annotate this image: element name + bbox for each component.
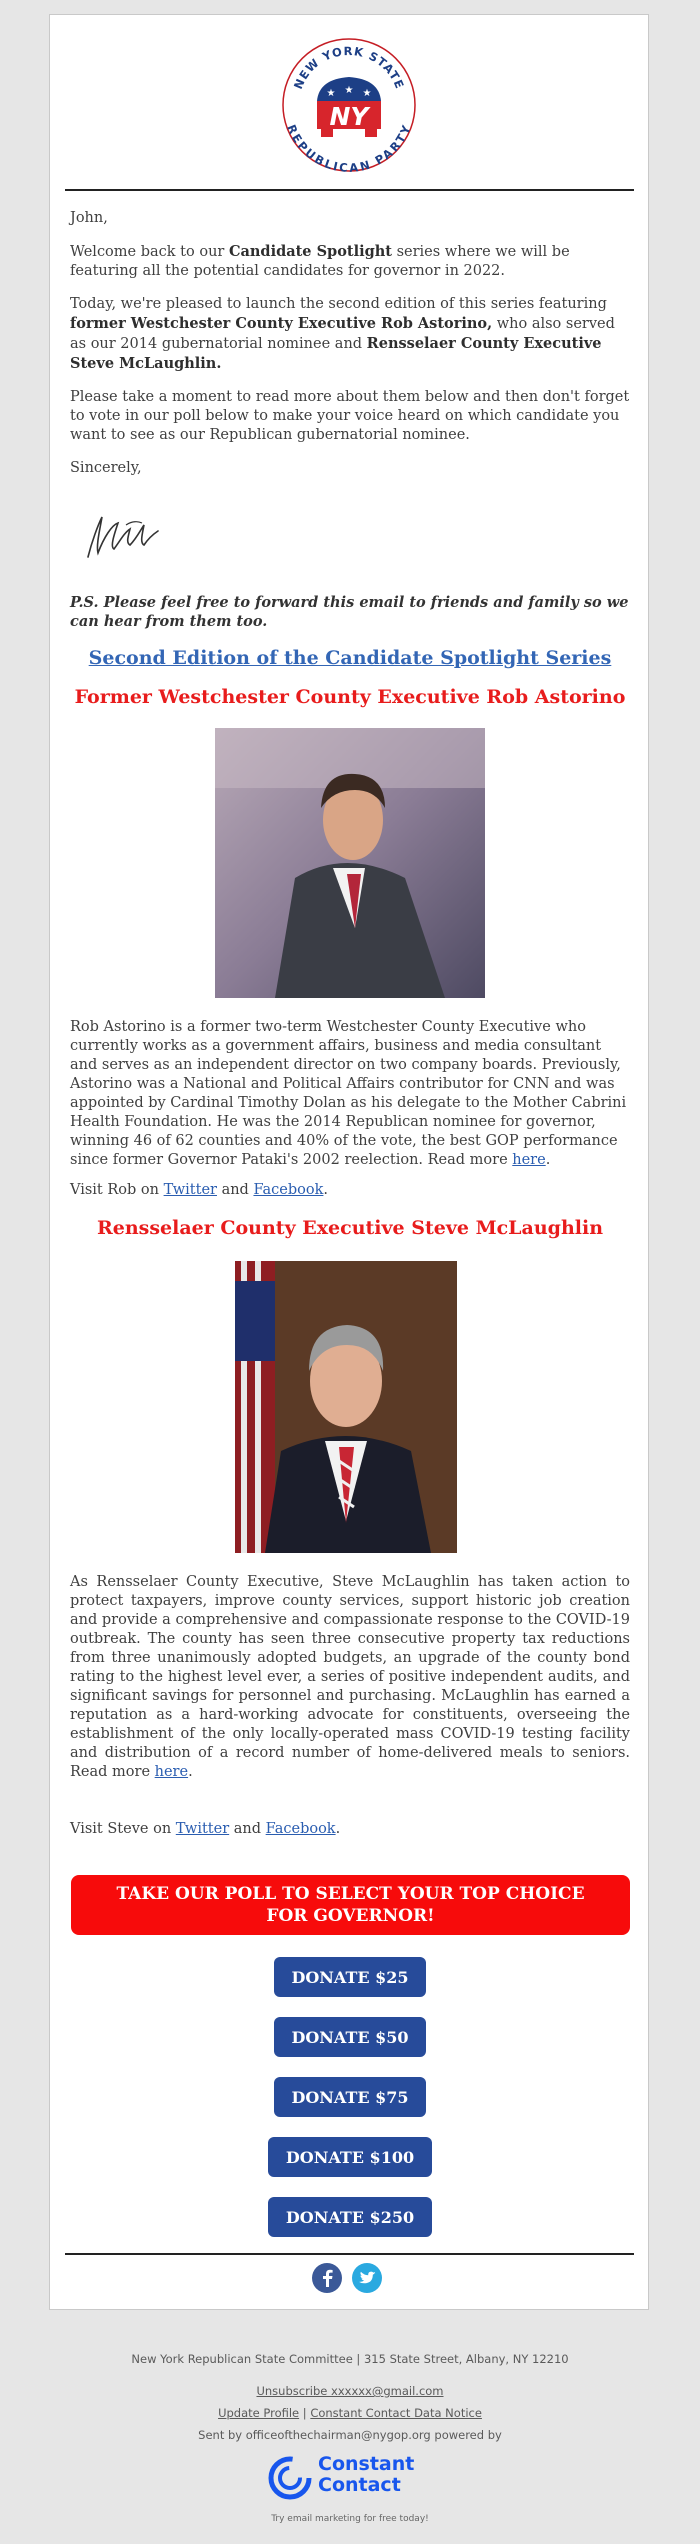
closing: Sincerely, bbox=[70, 460, 142, 476]
series-link[interactable]: Second Edition of the Candidate Spotlight Series bbox=[88, 647, 612, 669]
logo-bottom-text: REPUBLICAN PARTY bbox=[284, 122, 414, 175]
intro-body bbox=[70, 209, 630, 492]
svg-text:★: ★ bbox=[344, 85, 354, 96]
candidate2-twitter-link[interactable]: Twitter bbox=[175, 1821, 230, 1837]
unsubscribe-link[interactable]: Unsubscribe xxxxxx@gmail.com bbox=[256, 2384, 444, 2398]
candidate1-bio: Rob Astorino is a former two-term Westchester County Executive who currently works as a government affairs, business and media consultant and serves as an independent director on two company boards. Previously, Astorino was a National and Political Affairs contributor for CNN and was appointed by Cardinal Timothy Dolan as his delegate to the Mother Cabrini Health Foundation. He was the 2014 Republican nominee for governor, winning 46 of 62 counties and 40% of the vote, the best GOP performance since former Governor Pataki's 2002 reelection. Read more here. bbox=[70, 1019, 627, 1168]
svg-text:★: ★ bbox=[326, 88, 336, 99]
twitter-icon[interactable] bbox=[352, 2263, 382, 2293]
candidate1-read-more-link[interactable]: here bbox=[512, 1152, 546, 1168]
greeting: John, bbox=[70, 210, 108, 226]
header-divider bbox=[65, 189, 634, 191]
donate-250-button[interactable]: DONATE $250 bbox=[268, 2197, 432, 2237]
intro-paragraph-2: Today, we're pleased to launch the second edition of this series featuring former Westchester County Executive Rob Astorino, who also served as our 2014 gubernatorial nominee and Rensselaer County Executive Steve McLaughlin. bbox=[70, 296, 615, 372]
candidate2-social-line: Visit Steve on Twitter and Facebook. bbox=[70, 1821, 341, 1837]
poll-button[interactable]: TAKE OUR POLL TO SELECT YOUR TOP CHOICE FOR GOVERNOR! bbox=[71, 1875, 630, 1935]
constant-contact-logo[interactable] bbox=[268, 2454, 438, 2512]
candidate1-social-line: Visit Rob on Twitter and Facebook. bbox=[70, 1182, 329, 1198]
nygop-logo bbox=[279, 35, 419, 175]
email-card bbox=[49, 14, 649, 2310]
footer-unsubscribe bbox=[0, 2384, 700, 2398]
candidate1-facebook-link[interactable]: Facebook bbox=[253, 1182, 324, 1198]
footer-address: New York Republican State Committee | 315 State Street, Albany, NY 12210 bbox=[131, 2352, 569, 2366]
candidate2-title: Rensselaer County Executive Steve McLaughlin bbox=[96, 1217, 604, 1239]
facebook-icon[interactable] bbox=[312, 2263, 342, 2293]
logo-initials: NY bbox=[329, 102, 369, 131]
cc-word-1: Constant bbox=[318, 2453, 415, 2475]
cc-word-2: Contact bbox=[318, 2474, 401, 2496]
intro-paragraph-1: Welcome back to our Candidate Spotlight series where we will be featuring all the potential candidates for governor in 2022. bbox=[70, 243, 570, 279]
candidate1-title: Former Westchester County Executive Rob Astorino bbox=[74, 686, 626, 708]
cc-tagline: Try email marketing for free today! bbox=[271, 2514, 429, 2524]
candidate1-twitter-link[interactable]: Twitter bbox=[163, 1182, 217, 1198]
candidate2-bio: As Rensselaer County Executive, Steve McLaughlin has taken action to protect taxpayers, improve county services, support historic job creation and provide a comprehensive and compassionate response to the COVID-19 outbreak. The county has seen three consecutive property tax reductions from three unanimously adopted budgets, an upgrade of the county bond rating to the highest level ever, a series of positive independent audits, and significant savings for personnel and purchasing. McLaughlin has earned a reputation as a hard-working advocate for constituents, overseeing the establishment of the only locally-operated mass COVID-19 testing facility and distribution of a record number of home-delivered meals to seniors. Read more here. bbox=[70, 1574, 630, 1780]
constant-contact-icon bbox=[268, 2456, 312, 2500]
donate-50-button[interactable]: DONATE $50 bbox=[274, 2017, 426, 2057]
svg-text:★: ★ bbox=[362, 88, 372, 99]
footer-links: Update Profile | Constant Contact Data Notice bbox=[218, 2406, 482, 2420]
donate-100-button[interactable]: DONATE $100 bbox=[268, 2137, 432, 2177]
update-profile-link[interactable]: Update Profile bbox=[218, 2406, 300, 2420]
signature bbox=[78, 495, 188, 575]
intro-paragraph-3: Please take a moment to read more about them below and then don't forget to vote in our poll below to make your voice heard on which candidate you want to see as our Republican gubernatorial nominee. bbox=[70, 389, 630, 443]
logo-top-text: NEW YORK STATE bbox=[290, 43, 408, 92]
candidate1-photo bbox=[215, 728, 485, 998]
candidate2-read-more-link[interactable]: here bbox=[154, 1764, 189, 1780]
candidate2-photo bbox=[235, 1261, 457, 1553]
footer-sent-by: Sent by officeofthechairman@nygop.org powered by bbox=[198, 2428, 502, 2442]
footer-divider bbox=[65, 2253, 634, 2255]
donate-75-button[interactable]: DONATE $75 bbox=[274, 2077, 426, 2117]
donate-25-button[interactable]: DONATE $25 bbox=[274, 1957, 426, 1997]
data-notice-link[interactable]: Constant Contact Data Notice bbox=[310, 2406, 482, 2420]
candidate2-facebook-link[interactable]: Facebook bbox=[265, 1821, 336, 1837]
ps-note: P.S. Please feel free to forward this email to friends and family so we can hear from them too. bbox=[70, 594, 629, 630]
